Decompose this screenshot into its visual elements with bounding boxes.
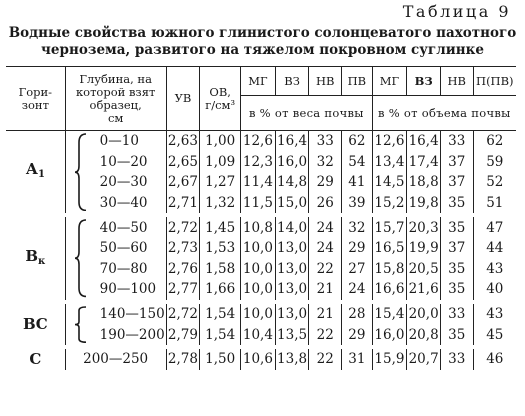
cell-nv2: 35 — [440, 217, 473, 238]
cell-ppv: 59 — [473, 152, 516, 173]
cell-nv2: 35 — [440, 324, 473, 345]
cell-ov: 1,27 — [200, 172, 241, 193]
cell-vz2: 20,7 — [407, 349, 441, 370]
cell-uv: 2,73 — [166, 238, 200, 259]
cell-nv1: 33 — [309, 131, 342, 152]
cell-pv1: 54 — [342, 152, 373, 173]
cell-mg2: 16,6 — [372, 279, 407, 300]
cell-mg1: 11,4 — [241, 172, 276, 193]
table-row — [6, 131, 516, 152]
cell-uv: 2,79 — [166, 324, 200, 345]
cell-vz1: 14,8 — [275, 172, 309, 193]
header-ov — [200, 67, 241, 131]
title-line-2: чернозема, развитого на тяжелом покровном суглинке — [41, 42, 484, 58]
horizon-subscript: к — [38, 255, 46, 267]
cell-uv: 2,78 — [166, 349, 200, 370]
table-row — [6, 349, 516, 370]
cell-mg1: 12,3 — [241, 152, 276, 173]
cell-mg1: 11,5 — [241, 193, 276, 214]
cell-pv1: 29 — [342, 324, 373, 345]
cell-uv: 2,72 — [166, 217, 200, 238]
header-ov-text: ОВ, г/см³ — [205, 84, 236, 112]
cell-ov: 1,32 — [200, 193, 241, 214]
cell-mg2: 15,8 — [372, 259, 407, 280]
header-pv-weight: ПВ — [342, 67, 373, 96]
cell-ppv: 47 — [473, 217, 516, 238]
table-row — [6, 304, 516, 325]
depth-value: 200—250 — [83, 351, 149, 368]
cell-pv1: 41 — [342, 172, 373, 193]
table-title — [0, 25, 525, 59]
cell-vz2: 21,6 — [407, 279, 441, 300]
cell-mg1: 10,0 — [241, 304, 276, 325]
depth-cell — [65, 304, 166, 325]
table-row — [6, 279, 516, 300]
cell-vz2: 19,9 — [407, 238, 441, 259]
cell-ppv: 52 — [473, 172, 516, 193]
cell-nv1: 24 — [309, 217, 342, 238]
cell-vz1: 13,0 — [275, 238, 309, 259]
cell-vz2: 18,8 — [407, 172, 441, 193]
cell-mg2: 15,2 — [372, 193, 407, 214]
cell-nv1: 26 — [309, 193, 342, 214]
header-depth-text: Глубина, на которой взят образец, см — [75, 71, 156, 125]
depth-cell — [65, 279, 166, 300]
table-row — [6, 259, 516, 280]
header-mg-volume: МГ — [372, 67, 407, 96]
header-units-weight: в % от веса почвы — [241, 96, 373, 131]
cell-nv1: 24 — [309, 238, 342, 259]
depth-cell — [65, 193, 166, 214]
cell-mg2: 15,7 — [372, 217, 407, 238]
cell-uv: 2,76 — [166, 259, 200, 280]
horizon-subscript: 1 — [37, 169, 45, 181]
cell-uv: 2,67 — [166, 172, 200, 193]
cell-vz1: 13,5 — [275, 324, 309, 345]
table-row — [6, 172, 516, 193]
cell-ov: 1,00 — [200, 131, 241, 152]
cell-uv: 2,72 — [166, 304, 200, 325]
cell-pv1: 31 — [342, 349, 373, 370]
cell-pv1: 29 — [342, 238, 373, 259]
cell-nv2: 37 — [440, 172, 473, 193]
table-row — [6, 238, 516, 259]
cell-mg2: 15,9 — [372, 349, 407, 370]
table-body — [6, 131, 516, 370]
cell-nv2: 33 — [440, 131, 473, 152]
cell-mg2: 12,6 — [372, 131, 407, 152]
cell-ov: 1,50 — [200, 349, 241, 370]
cell-mg1: 10,0 — [241, 259, 276, 280]
header-units-volume: в % от объема почвы — [372, 96, 516, 131]
header-nv-weight: НВ — [309, 67, 342, 96]
cell-ov: 1,09 — [200, 152, 241, 173]
depth-value: 30—40 — [99, 195, 148, 212]
cell-mg2: 16,5 — [372, 238, 407, 259]
header-horizon — [6, 67, 65, 131]
cell-pv1: 39 — [342, 193, 373, 214]
cell-nv2: 35 — [440, 279, 473, 300]
cell-vz2: 17,4 — [407, 152, 441, 173]
depth-value: 40—50 — [99, 219, 148, 236]
header-uv: УВ — [166, 67, 200, 131]
cell-ov: 1,58 — [200, 259, 241, 280]
cell-nv1: 21 — [309, 304, 342, 325]
cell-nv1: 22 — [309, 349, 342, 370]
header-mg-weight: МГ — [241, 67, 276, 96]
cell-ov: 1,54 — [200, 304, 241, 325]
cell-vz2: 20,3 — [407, 217, 441, 238]
cell-mg1: 10,0 — [241, 279, 276, 300]
cell-vz1: 16,4 — [275, 131, 309, 152]
cell-pv1: 28 — [342, 304, 373, 325]
table-row — [6, 217, 516, 238]
cell-nv2: 37 — [440, 152, 473, 173]
depth-value: 90—100 — [99, 281, 157, 298]
horizon-main: ВС — [23, 315, 48, 334]
horizon-main: С — [29, 350, 42, 369]
depth-cell — [65, 131, 166, 152]
cell-ov: 1,45 — [200, 217, 241, 238]
cell-vz1: 13,0 — [275, 304, 309, 325]
cell-ppv: 51 — [473, 193, 516, 214]
header-vz-volume: ВЗ — [407, 67, 441, 96]
horizon-label — [6, 131, 65, 214]
cell-ppv: 43 — [473, 304, 516, 325]
depth-cell — [65, 259, 166, 280]
cell-nv2: 33 — [440, 349, 473, 370]
header-nv-volume: НВ — [440, 67, 473, 96]
cell-nv1: 21 — [309, 279, 342, 300]
cell-mg1: 12,6 — [241, 131, 276, 152]
cell-vz1: 13,0 — [275, 279, 309, 300]
horizon-main: В — [25, 246, 39, 265]
cell-vz2: 20,5 — [407, 259, 441, 280]
cell-mg2: 16,0 — [372, 324, 407, 345]
cell-vz1: 14,0 — [275, 217, 309, 238]
cell-uv: 2,71 — [166, 193, 200, 214]
cell-uv: 2,77 — [166, 279, 200, 300]
depth-cell — [65, 238, 166, 259]
cell-mg2: 14,5 — [372, 172, 407, 193]
water-properties-table — [6, 66, 516, 370]
cell-vz1: 13,0 — [275, 259, 309, 280]
cell-pv1: 32 — [342, 217, 373, 238]
cell-nv2: 35 — [440, 259, 473, 280]
depth-cell — [65, 217, 166, 238]
horizon-label — [6, 349, 65, 370]
table-row — [6, 324, 516, 345]
header-ppv: П(ПВ) — [473, 67, 516, 96]
horizon-label — [6, 217, 65, 299]
cell-nv2: 37 — [440, 238, 473, 259]
cell-pv1: 27 — [342, 259, 373, 280]
depth-cell — [65, 152, 166, 173]
cell-ppv: 40 — [473, 279, 516, 300]
cell-vz2: 16,4 — [407, 131, 441, 152]
cell-nv1: 22 — [309, 324, 342, 345]
depth-cell — [65, 324, 166, 345]
depth-value: 20—30 — [99, 174, 148, 191]
cell-ppv: 46 — [473, 349, 516, 370]
horizon-label — [6, 304, 65, 345]
cell-vz2: 20,8 — [407, 324, 441, 345]
cell-uv: 2,63 — [166, 131, 200, 152]
table-number-label: Таблица 9 — [402, 2, 511, 21]
cell-ov: 1,66 — [200, 279, 241, 300]
cell-ppv: 43 — [473, 259, 516, 280]
cell-nv2: 33 — [440, 304, 473, 325]
depth-value: 190—200 — [99, 326, 165, 343]
depth-value: 0—10 — [99, 133, 139, 150]
cell-vz1: 13,8 — [275, 349, 309, 370]
cell-mg1: 10,8 — [241, 217, 276, 238]
cell-mg1: 10,4 — [241, 324, 276, 345]
cell-vz1: 16,0 — [275, 152, 309, 173]
cell-pv1: 62 — [342, 131, 373, 152]
depth-value: 50—60 — [99, 240, 148, 257]
cell-vz2: 19,8 — [407, 193, 441, 214]
cell-mg1: 10,0 — [241, 238, 276, 259]
cell-nv1: 22 — [309, 259, 342, 280]
header-horizon-text: Гори- зонт — [18, 84, 53, 112]
depth-value: 70—80 — [99, 260, 148, 277]
depth-value: 10—20 — [99, 153, 148, 170]
horizon-main: А — [25, 160, 38, 179]
cell-nv1: 32 — [309, 152, 342, 173]
cell-mg2: 13,4 — [372, 152, 407, 173]
cell-pv1: 24 — [342, 279, 373, 300]
cell-ppv: 62 — [473, 131, 516, 152]
depth-cell — [65, 172, 166, 193]
depth-value: 140—150 — [99, 306, 165, 323]
depth-cell — [65, 349, 166, 370]
header-vz-weight: ВЗ — [275, 67, 309, 96]
cell-ppv: 44 — [473, 238, 516, 259]
cell-nv1: 29 — [309, 172, 342, 193]
cell-uv: 2,65 — [166, 152, 200, 173]
cell-vz1: 15,0 — [275, 193, 309, 214]
cell-nv2: 35 — [440, 193, 473, 214]
cell-ov: 1,54 — [200, 324, 241, 345]
title-line-1: Водные свойства южного глинистого солонцеватого пахотного — [8, 25, 517, 41]
cell-ppv: 45 — [473, 324, 516, 345]
table-row — [6, 193, 516, 214]
cell-mg2: 15,4 — [372, 304, 407, 325]
cell-ov: 1,53 — [200, 238, 241, 259]
table-row — [6, 152, 516, 173]
header-depth — [65, 67, 166, 131]
cell-vz2: 20,0 — [407, 304, 441, 325]
cell-mg1: 10,6 — [241, 349, 276, 370]
